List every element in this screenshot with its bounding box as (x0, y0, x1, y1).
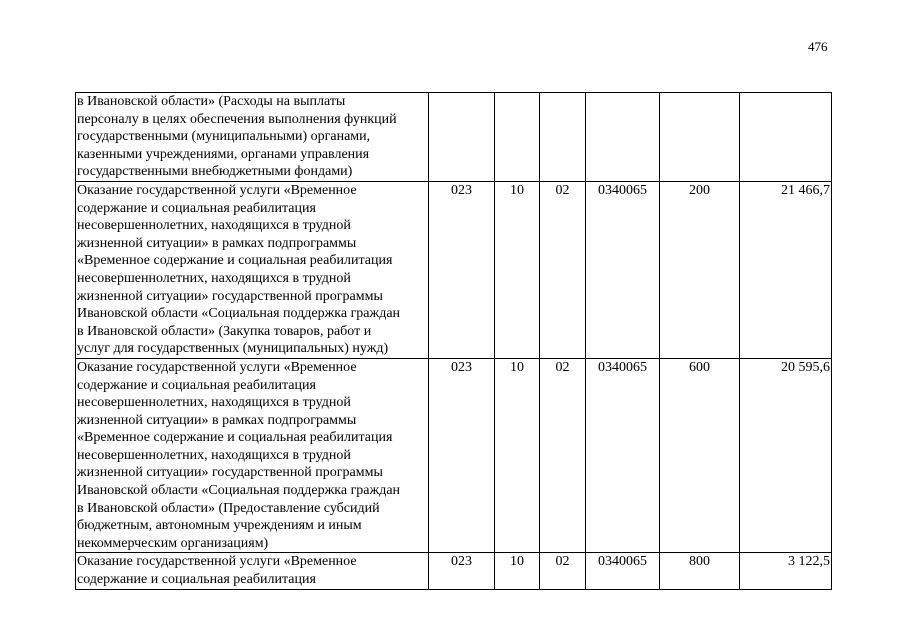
description-cell (76, 553, 429, 589)
description-line: государственными (муниципальными) органами, (77, 129, 371, 145)
table-row (76, 553, 832, 589)
expense-type-cell: 600 (660, 358, 740, 553)
page-number: 476 (808, 39, 828, 54)
amount-cell: 3 122,5 (740, 553, 832, 589)
description-line: несовершеннолетних, находящихся в трудной (77, 270, 351, 286)
description-line: в Ивановской области» (Расходы на выплаты (77, 94, 346, 109)
description-line: казенными учреждениями, органами управления (77, 146, 370, 162)
description-line: услуг для государственных (муниципальных) нужд) (77, 341, 389, 357)
table-body (76, 93, 832, 590)
description-line: некоммерческим организациям) (77, 535, 269, 551)
table-row (76, 93, 832, 182)
table-row (76, 181, 832, 358)
ministry-code-cell: 023 (429, 181, 495, 358)
description-line: содержание и социальная реабилитация (77, 572, 316, 588)
target-code-cell: 0340065 (586, 181, 660, 358)
section-code-cell (495, 93, 540, 182)
subsection-code-cell: 02 (540, 358, 586, 553)
expense-type-cell: 800 (660, 553, 740, 589)
description-line: государственными внебюджетными фондами) (77, 164, 353, 180)
description-line: персоналу в целях обеспечения выполнения функций (77, 111, 397, 127)
budget-table (75, 92, 832, 590)
description-cell (76, 358, 429, 553)
subsection-code-cell (540, 93, 586, 182)
description-line: несовершеннолетних, находящихся в трудной (77, 395, 351, 411)
description-line: жизненной ситуации» государственной программы (77, 288, 383, 304)
section-code-cell: 10 (495, 181, 540, 358)
section-code-cell: 10 (495, 553, 540, 589)
ministry-code-cell: 023 (429, 553, 495, 589)
description-line: Ивановской области «Социальная поддержка граждан (77, 483, 401, 499)
description-line: несовершеннолетних, находящихся в трудной (77, 218, 351, 234)
description-line: Оказание государственной услуги «Временное (77, 359, 357, 375)
description-line: «Временное содержание и социальная реабилитация (77, 253, 393, 269)
amount-cell (740, 93, 832, 182)
target-code-cell (586, 93, 660, 182)
ministry-code-cell (429, 93, 495, 182)
ministry-code-cell: 023 (429, 358, 495, 553)
description-cell (76, 93, 429, 182)
description-line: «Временное содержание и социальная реабилитация (77, 430, 393, 446)
subsection-code-cell: 02 (540, 553, 586, 589)
description-line: жизненной ситуации» в рамках подпрограммы (77, 412, 357, 428)
description-line: Оказание государственной услуги «Временное (77, 554, 357, 570)
description-line: Оказание государственной услуги «Временное (77, 182, 357, 198)
description-cell (76, 181, 429, 358)
table-row (76, 358, 832, 553)
expense-type-cell: 200 (660, 181, 740, 358)
target-code-cell: 0340065 (586, 358, 660, 553)
target-code-cell: 0340065 (586, 553, 660, 589)
description-line: содержание и социальная реабилитация (77, 200, 316, 216)
description-line: жизненной ситуации» в рамках подпрограммы (77, 235, 357, 251)
description-line: в Ивановской области» (Закупка товаров, работ и (77, 323, 372, 339)
subsection-code-cell: 02 (540, 181, 586, 358)
expense-type-cell (660, 93, 740, 182)
section-code-cell: 10 (495, 358, 540, 553)
description-line: жизненной ситуации» государственной программы (77, 465, 383, 481)
amount-cell: 21 466,7 (740, 181, 832, 358)
description-line: в Ивановской области» (Предоставление субсидий (77, 500, 380, 516)
description-line: несовершеннолетних, находящихся в трудной (77, 447, 351, 463)
description-line: Ивановской области «Социальная поддержка граждан (77, 306, 401, 322)
description-line: содержание и социальная реабилитация (77, 377, 316, 393)
description-line: бюджетным, автономным учреждениям и иным (77, 518, 362, 534)
amount-cell: 20 595,6 (740, 358, 832, 553)
